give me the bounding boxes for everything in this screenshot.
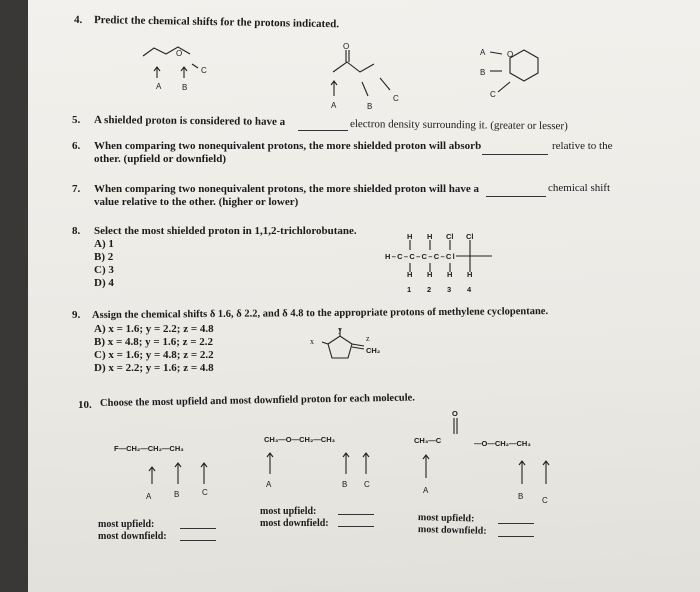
q7-line2: value relative to the other. (higher or lower) <box>94 196 299 208</box>
q10-mol3-formula-right: —O—CH₂—CH₃ <box>474 439 531 448</box>
q8-number: 8. <box>72 225 81 237</box>
q4-m3-label-b: B <box>480 68 486 77</box>
q6-line1: When comparing two nonequivalent protons, the more shielded proton will absorb <box>94 140 482 152</box>
q8-top-atom-4: Cl <box>466 232 474 241</box>
q10-mol3-label-b: B <box>518 492 524 501</box>
q7-line1: When comparing two nonequivalent protons, the more shielded proton will have a <box>94 183 480 195</box>
q7-suffix: chemical shift <box>548 182 611 194</box>
q10-mol2-label-b: B <box>342 480 348 489</box>
q4-structures <box>28 38 700 148</box>
q10-mol3-upfield: most upfield: <box>417 512 475 525</box>
q9-label-y: y <box>338 325 342 334</box>
q4-prompt: Predict the chemical shifts for the protons indicated. <box>93 14 340 31</box>
q10-mol3-downfield-blank[interactable] <box>498 536 534 537</box>
q8-number-4: 4 <box>467 285 472 294</box>
q8-number-3: 3 <box>447 285 452 294</box>
q4-number: 4. <box>73 13 83 27</box>
q10-mol3-arrows <box>414 448 574 498</box>
q8-option-a[interactable]: A) 1 <box>94 238 114 250</box>
q8-top-atom-2: H <box>427 232 433 241</box>
q4-m1-oxygen: O <box>176 49 183 58</box>
q10-mol2-downfield: most downfield: <box>260 518 329 529</box>
q10-mol3-formula-left: CH₃—C <box>414 436 442 445</box>
q10-mol3-oxygen: O <box>452 409 458 418</box>
q10-mol3-label-a: A <box>423 486 429 495</box>
q10-mol3-downfield: most downfield: <box>417 524 487 537</box>
q4-m3-label-a: A <box>480 48 486 57</box>
q4-m1-label-c: C <box>201 66 207 75</box>
q8-option-c[interactable]: C) 3 <box>94 264 114 276</box>
q7-number: 7. <box>72 183 81 195</box>
q10-mol2-upfield-blank[interactable] <box>338 514 374 515</box>
q9-prompt: Assign the chemical shifts δ 1.6, δ 2.2, and δ 4.8 to the appropriate protons of methylene cyclopentane. <box>91 306 549 321</box>
q6-number: 6. <box>72 140 81 152</box>
q10-mol3-carbonyl <box>446 416 476 446</box>
q6-line2: other. (upfield or downfield) <box>94 153 227 165</box>
q9-option-a[interactable]: A) x = 1.6; y = 2.2; z = 4.8 <box>94 323 214 335</box>
q10-mol3-upfield-blank[interactable] <box>498 523 534 524</box>
q10-mol1-upfield: most upfield: <box>98 519 155 530</box>
q4-m2-label-b: B <box>367 102 373 111</box>
q4-m1-label-a: A <box>156 82 162 91</box>
q8-number-2: 2 <box>427 285 432 294</box>
q10-mol1-arrows <box>128 454 248 494</box>
worksheet-page <box>28 0 700 592</box>
q4-m3-label-c: C <box>490 90 496 99</box>
q9-number: 9. <box>72 309 81 321</box>
q8-option-b[interactable]: B) 2 <box>94 251 114 263</box>
q8-bottom-atom-4: H <box>467 270 473 279</box>
q6-suffix: relative to the <box>552 140 613 152</box>
q6-answer-blank[interactable] <box>482 154 548 155</box>
q8-option-d[interactable]: D) 4 <box>94 277 114 289</box>
q10-mol2-upfield: most upfield: <box>260 506 317 517</box>
q8-bottom-atom-2: H <box>427 270 433 279</box>
q10-mol2-label-a: A <box>266 480 272 489</box>
q10-mol1-label-b: B <box>174 490 180 499</box>
q8-chain: H–C–C–C–C–Cl <box>385 252 457 261</box>
q9-option-c[interactable]: C) x = 1.6; y = 4.8; z = 2.2 <box>94 349 214 361</box>
q9-label-ch2: CH₂ <box>366 346 381 355</box>
q10-mol2-formula: CH₃—O—CH₂—CH₃ <box>264 435 336 444</box>
q10-number: 10. <box>78 399 92 411</box>
q10-mol2-downfield-blank[interactable] <box>338 526 374 527</box>
q10-mol2-label-c: C <box>364 480 370 489</box>
q5-suffix: electron density surrounding it. (greater or lesser) <box>349 118 568 133</box>
q10-mol1-downfield: most downfield: <box>98 531 167 542</box>
q10-mol1-upfield-blank[interactable] <box>180 528 216 529</box>
q8-top-atom-1: H <box>407 232 413 241</box>
q9-label-z: z <box>366 334 370 343</box>
q10-mol1-downfield-blank[interactable] <box>180 540 216 541</box>
q4-m2-oxygen: O <box>343 42 350 51</box>
q4-m2-label-c: C <box>393 94 399 103</box>
q5-prompt: A shielded proton is considered to have a <box>93 114 286 129</box>
q8-top-atom-3: Cl <box>446 232 454 241</box>
q8-number-1: 1 <box>407 285 412 294</box>
q10-mol3-label-c: C <box>542 496 548 505</box>
q5-number: 5. <box>72 114 81 126</box>
q9-option-b[interactable]: B) x = 4.8; y = 1.6; z = 2.2 <box>94 336 214 348</box>
q8-prompt: Select the most shielded proton in 1,1,2-trichlorobutane. <box>94 225 357 237</box>
q8-bottom-atom-3: H <box>447 270 453 279</box>
q10-prompt: Choose the most upfield and most downfield proton for each molecule. <box>99 392 415 409</box>
q9-label-x: x <box>310 337 314 346</box>
q4-m1-label-b: B <box>182 83 188 92</box>
q4-m3-oxygen: O <box>507 50 514 59</box>
q4-m2-label-a: A <box>331 101 337 110</box>
q7-answer-blank[interactable] <box>486 196 546 197</box>
q8-bottom-atom-1: H <box>407 270 413 279</box>
q5-answer-blank[interactable] <box>298 130 348 131</box>
q9-option-d[interactable]: D) x = 2.2; y = 1.6; z = 4.8 <box>94 362 214 374</box>
q10-mol1-label-a: A <box>146 492 152 501</box>
q10-mol1-formula: F—CH₂—CH₂—CH₃ <box>114 444 184 453</box>
q10-mol1-label-c: C <box>202 488 208 497</box>
q10-mol2-arrows <box>258 446 398 486</box>
